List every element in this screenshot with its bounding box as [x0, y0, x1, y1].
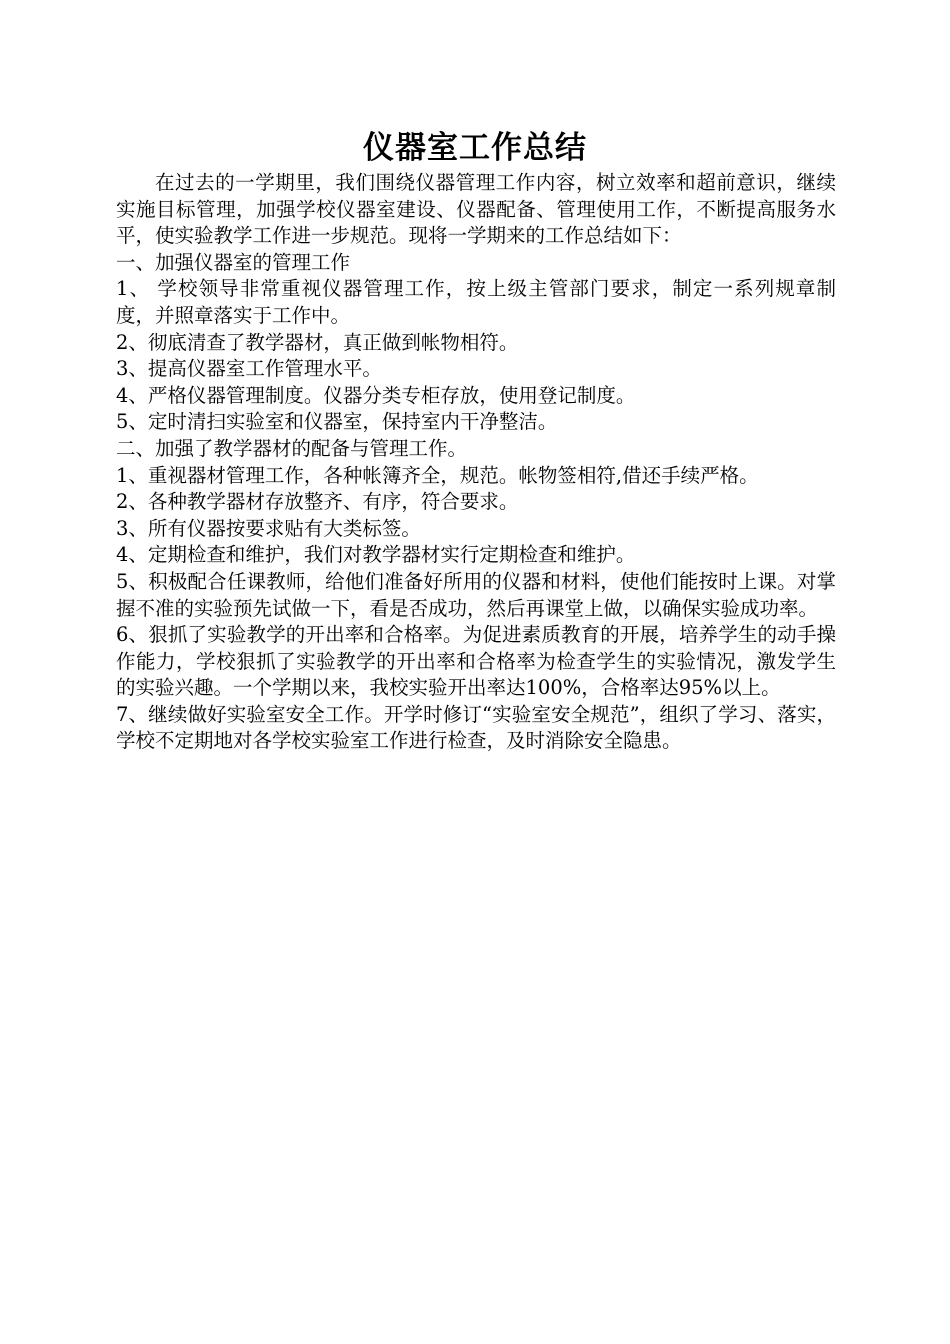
document-body [116, 170, 836, 755]
list-item: 4、定期检查和维护，我们对教学器材实行定期检查和维护。 [116, 543, 636, 567]
list-item: 1、 学校领导非常重视仪器管理工作，按上级主管部门要求，制定一系列规章制度，并照章落实于工作中。 [116, 277, 836, 327]
section-heading: 一、加强仪器室的管理工作 [116, 250, 351, 274]
section-heading: 二、加强了教学器材的配备与管理工作。 [116, 436, 468, 460]
list-item: 5、定时清扫实验室和仪器室，保持室内干净整洁。 [116, 410, 558, 434]
list-item: 5、积极配合任课教师，给他们准备好所用的仪器和材料，使他们能按时上课。对掌握不准的实验预先试做一下，看是否成功，然后再课堂上做，以确保实验成功率。 [116, 569, 836, 620]
list-item: 2、彻底清查了教学器材，真正做到帐物相符。 [116, 330, 519, 354]
list-item: 6、狠抓了实验教学的开出率和合格率。为促进素质教育的开展，培养学生的动手操作能力，学校狠抓了实验教学的开出率和合格率为检查学生的实验情况，激发学生的实验兴趣。一个学期以来，我校实验开出率达100%，合格率达95%以上。 [116, 623, 836, 700]
list-item: 3、所有仪器按要求贴有大类标签。 [116, 516, 421, 540]
document-title: 仪器室工作总结 [363, 130, 587, 166]
intro-paragraph: 在过去的一学期里，我们围绕仪器管理工作内容，树立效率和超前意识，继续实施目标管理，加强学校仪器室建设、仪器配备、管理使用工作，不断提高服务水平，使实验教学工作进一步规范。现将一学期来的工作总结如下： [116, 171, 836, 248]
list-item: 4、严格仪器管理制度。仪器分类专柜存放，使用登记制度。 [116, 383, 636, 407]
list-item: 3、提高仪器室工作管理水平。 [116, 357, 382, 381]
list-item: 7、继续做好实验室安全工作。开学时修订“实验室安全规范”，组织了学习、落实，学校不定期地对各学校实验室工作进行检查，及时消除安全隐患。 [116, 702, 836, 753]
list-item: 2、各种教学器材存放整齐、有序，符合要求。 [116, 490, 519, 514]
list-item: 1、重视器材管理工作，各种帐簿齐全，规范。帐物签相符,借还手续严格。 [116, 463, 759, 487]
